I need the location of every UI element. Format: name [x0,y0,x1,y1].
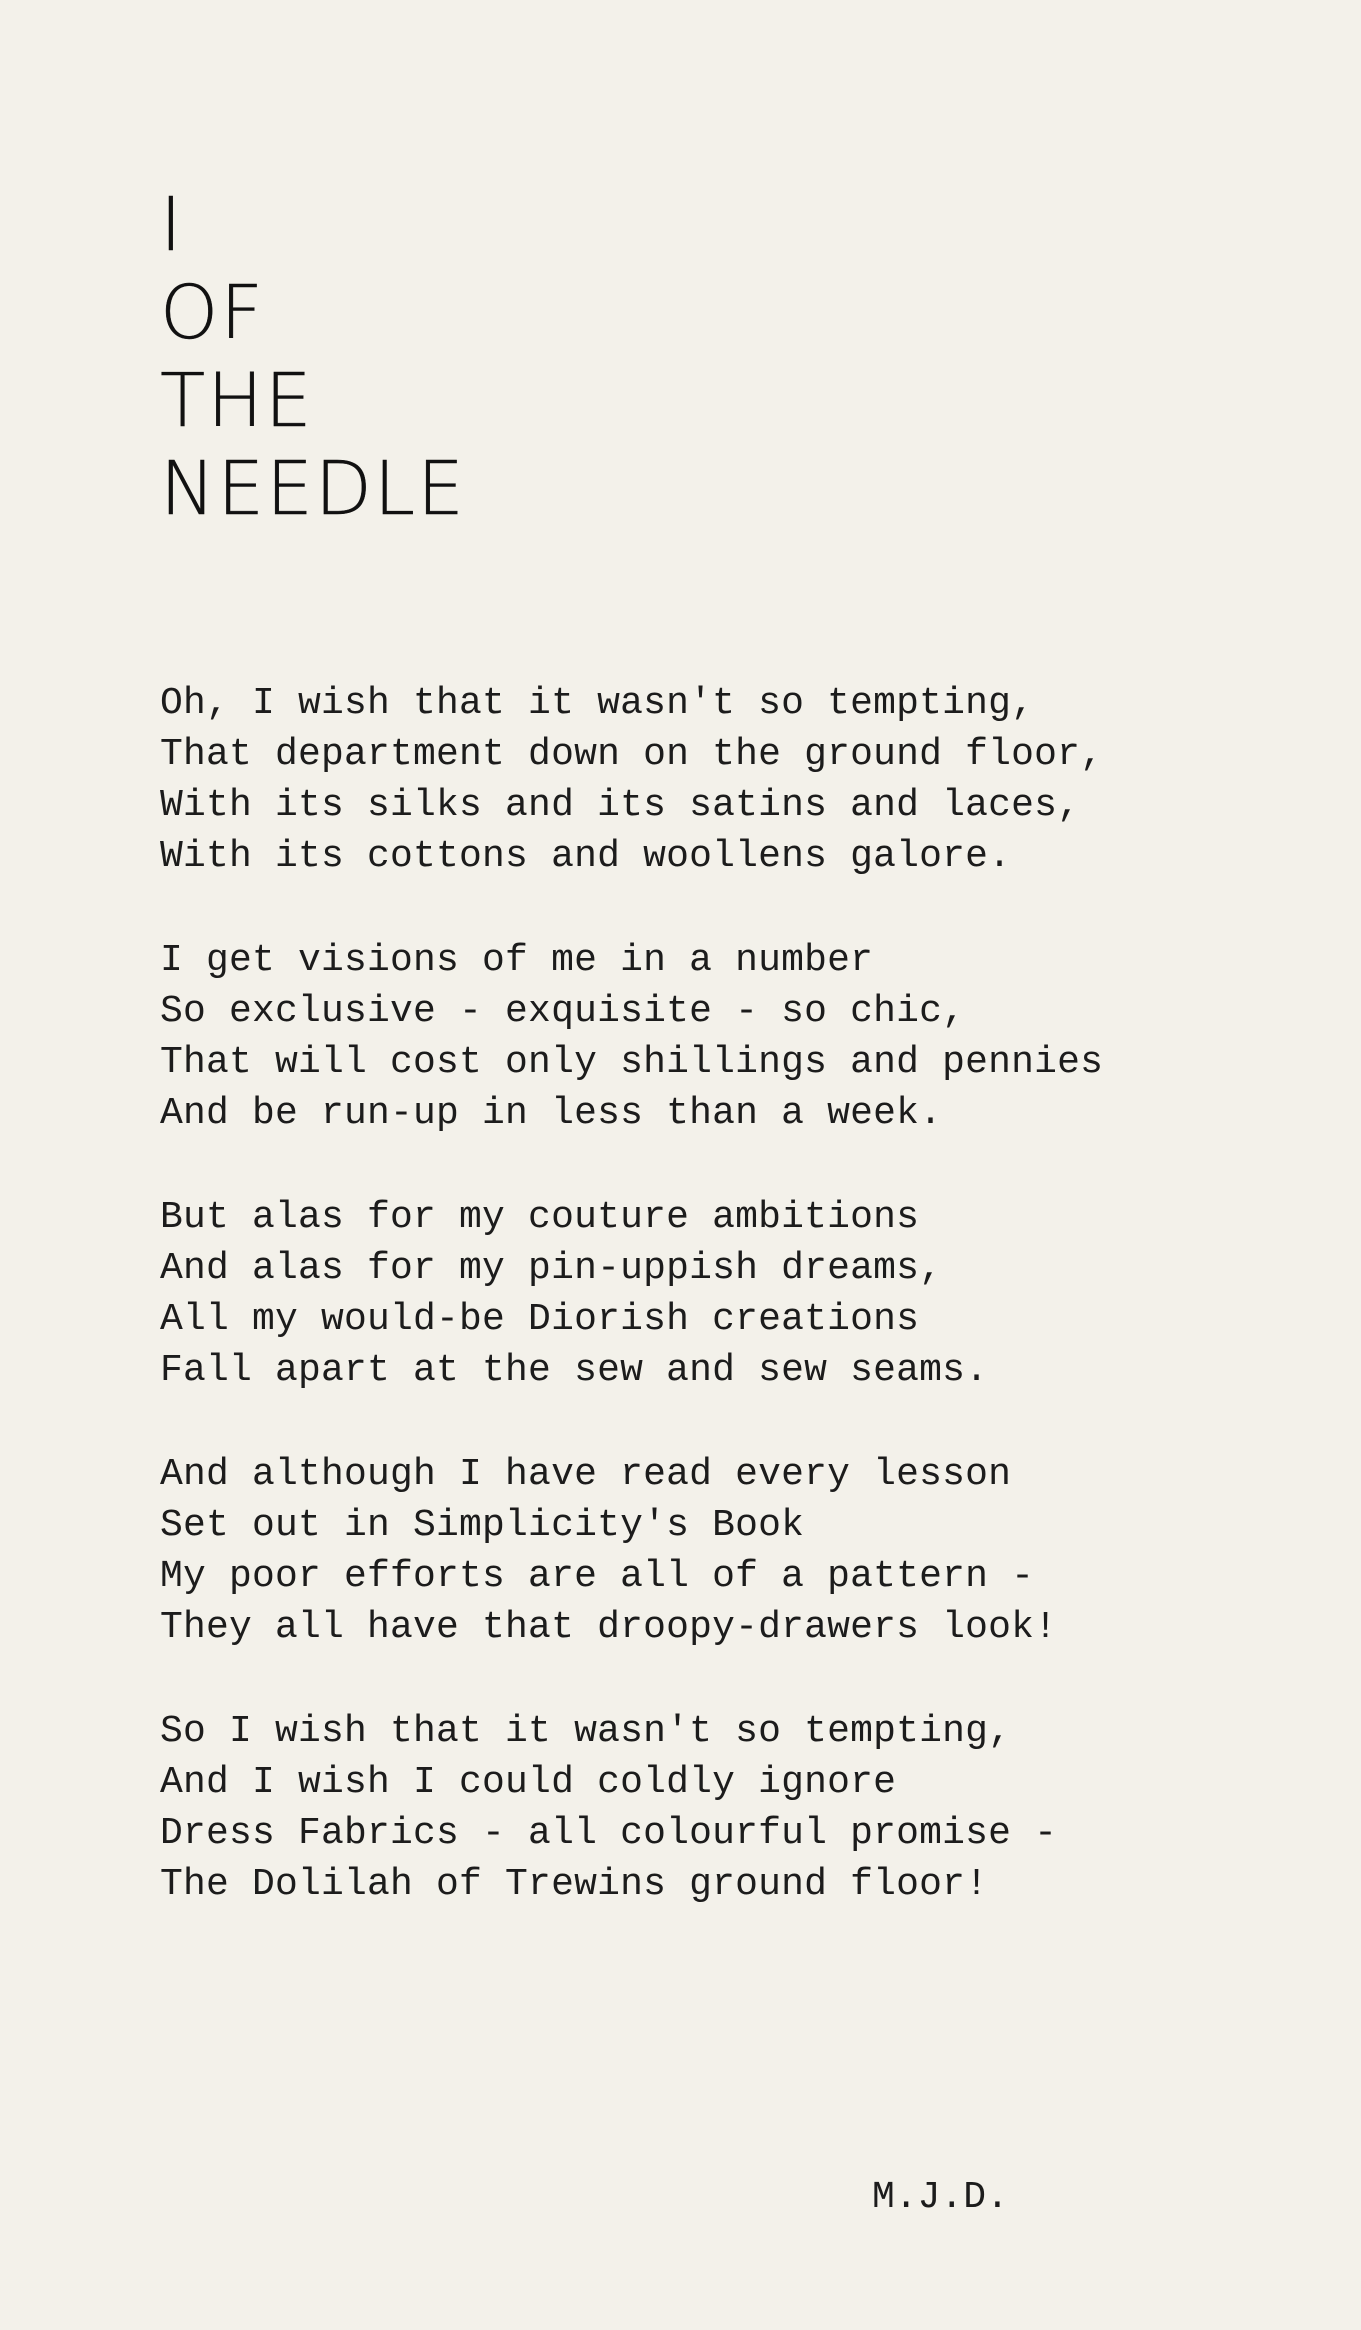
poem-line: So exclusive - exquisite - so chic, [160,990,966,1033]
poem-line: All my would-be Diorish creations [160,1298,920,1341]
poem-line: And I wish I could coldly ignore [160,1761,897,1804]
poem-line: Oh, I wish that it wasn't so tempting, [160,682,1035,725]
poem-line: My poor efforts are all of a pattern - [160,1555,1035,1598]
poem-line: But alas for my couture ambitions [160,1196,920,1239]
poem-line: And be run-up in less than a week. [160,1092,943,1135]
poem-line: That department down on the ground floor, [160,733,1104,776]
title-line: NEEDLE [160,446,466,532]
poem-line: Dress Fabrics - all colourful promise - [160,1812,1058,1855]
poem-line: I get visions of me in a number [160,939,874,982]
stanza [160,935,1220,1139]
poem-line: And alas for my pin-uppish dreams, [160,1247,943,1290]
poem-line: With its silks and its satins and laces, [160,784,1081,827]
title-line: THE [160,358,314,444]
stanza [160,1706,1220,1910]
stanza [160,1449,1220,1653]
poem-line: Fall apart at the sew and sew seams. [160,1349,989,1392]
author-initials: M.J.D. [872,2176,1009,2219]
stanza [160,1192,1220,1396]
poem-line: With its cottons and woollens galore. [160,835,1012,878]
poem-body [160,678,1220,1963]
poem-line: That will cost only shillings and pennies [160,1041,1104,1084]
poem-line: And although I have read every lesson [160,1453,1012,1496]
poem-line: The Dolilah of Trewins ground floor! [160,1863,989,1906]
title-line: I [160,182,184,268]
poem-line: They all have that droopy-drawers look! [160,1606,1058,1649]
poem-line: So I wish that it wasn't so tempting, [160,1710,1012,1753]
poem-line: Set out in Simplicity's Book [160,1504,805,1547]
poem-title [160,180,466,532]
title-line: OF [160,270,265,356]
stanza [160,678,1220,882]
